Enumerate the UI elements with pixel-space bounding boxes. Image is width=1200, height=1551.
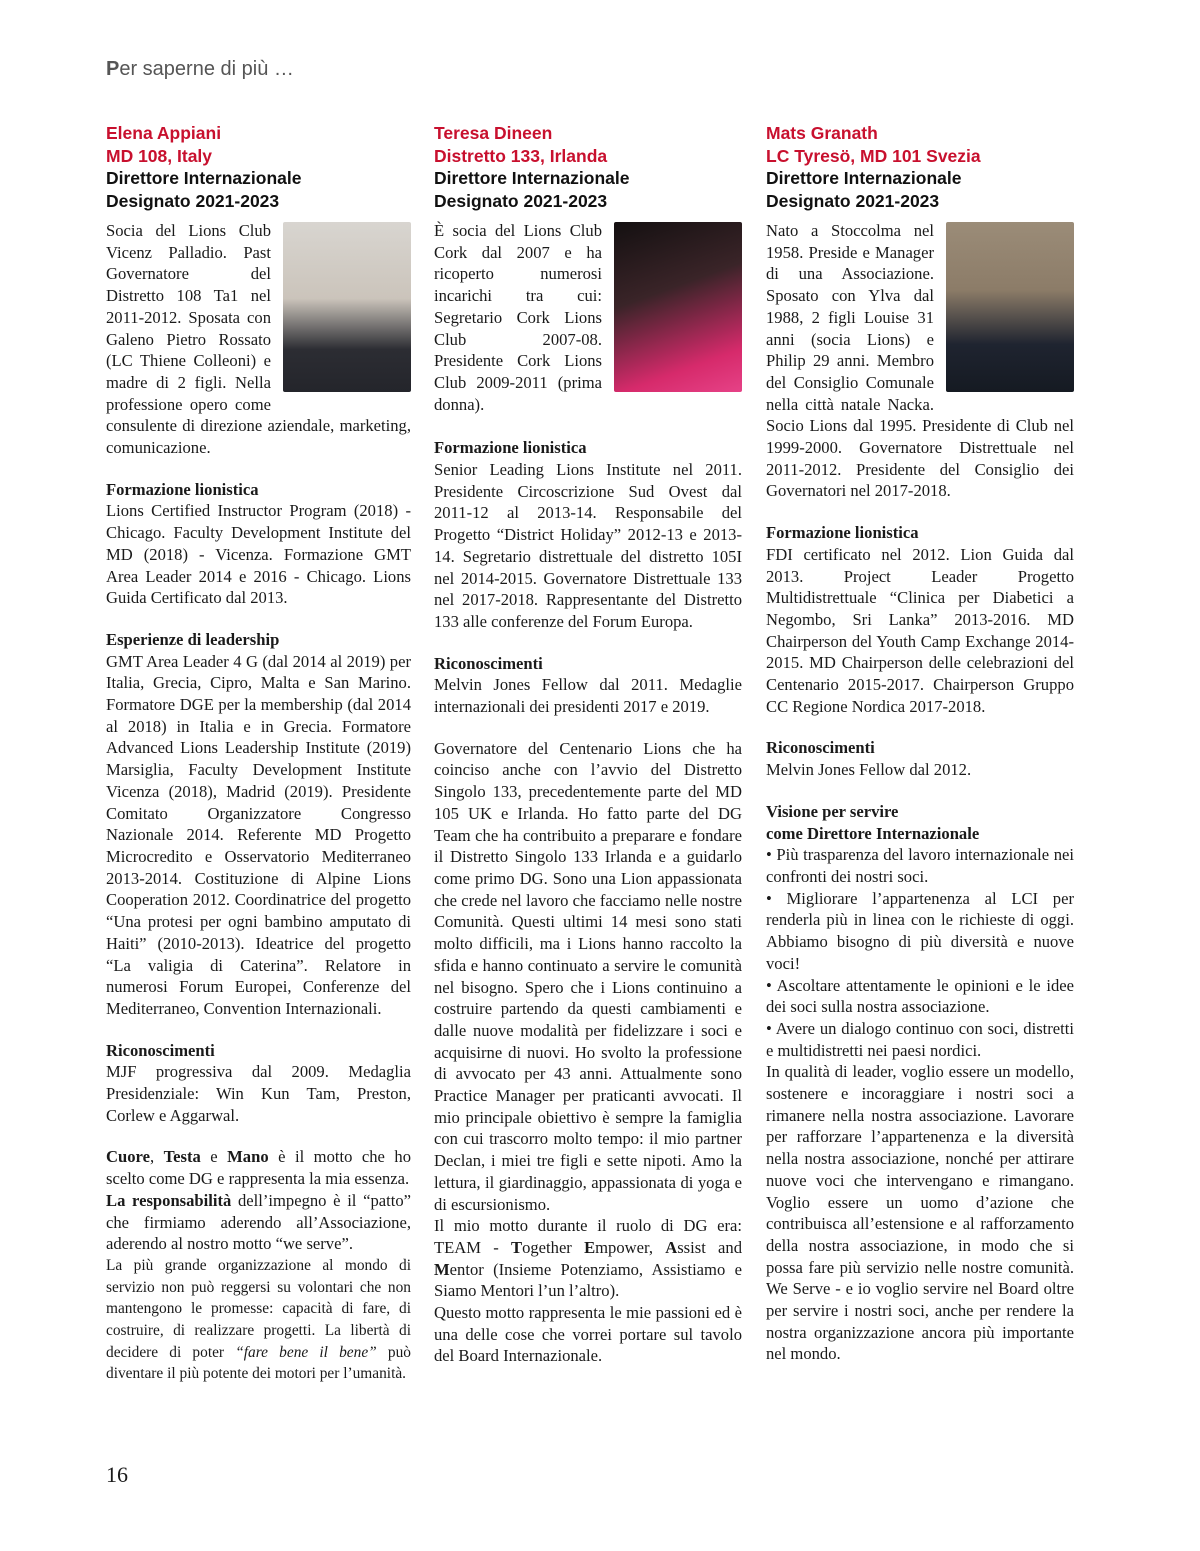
portrait-photo <box>283 222 411 392</box>
motto-word: Mano <box>227 1147 269 1167</box>
motto-text: Il mio motto durante il ruolo di DG era: TEAM - <box>434 1216 742 1257</box>
profile-header <box>434 122 742 212</box>
acronym-letter: A <box>665 1237 678 1257</box>
profile-body <box>106 220 411 1385</box>
section-heading: Formazione lionistica <box>106 479 259 499</box>
responsibility-term: La responsabilità <box>106 1190 232 1210</box>
vision-bullet: • Più trasparenza del lavoro internazionale nei confronti dei nostri soci. <box>766 845 1074 886</box>
motto-word: Testa <box>163 1147 201 1167</box>
section-heading: Visione per servire <box>766 801 899 821</box>
kicker-initial: P <box>106 58 120 80</box>
profile-column-appiani <box>106 122 411 1385</box>
acronym-letter: M <box>434 1259 450 1279</box>
section-text: GMT Area Leader 4 G (dal 2014 al 2019) per Italia, Grecia, Cipro, Malta e San Marino. Formatore DGE per la membership (dal 2014 al 2018) in Italia e in Grecia. Formatore Advanced Lions Leadership Institute (2019) Marsiglia, Faculty Development Institute Vicenza (2018), Madrid (2019). Presidente Comitato Organizzatore Congresso Nazionale 2014. Referente MD Progetto Microcredito e Osservatorio Mediterraneo 2013-2014. Costituzione di Alpine Lions Cooperation 2012. Coordinatrice del progetto “Una protesi per ogni bambino amputato di Haiti” (2010-2013). Ideatrice del progetto “La valigia di Caterina”. Relatore in numerosi Forum Europei, Conferenze del Mediterraneo, Convention Internazionali. <box>106 651 411 1018</box>
vision-bullet: • Ascoltare attentamente le opinioni e le idee dei soci sulla nostra associazione. <box>766 975 1074 1017</box>
profile-role: Direttore Internazionale <box>434 168 630 188</box>
profile-term: Designato 2021-2023 <box>766 190 940 211</box>
closing-quote: “fare bene il bene” <box>235 1343 377 1361</box>
motto-text: mpower, <box>595 1237 666 1257</box>
section-text: Senior Leading Lions Institute nel 2011. Presidente Circoscrizione Sud Ovest dal 2011-12 al 2013-14. Responsabile del Progetto “District Holiday” 2012-13 e 2013-14. Segretario distrettuale del distretto 105I nel 2014-2015. Governatore Distrettuale 133 nel 2017-2018. Rappresentante del Distretto 133 alle conferenze del Forum Europa. <box>434 460 742 631</box>
responsibility-paragraph <box>106 1190 411 1255</box>
motto-text: entor (Insieme Potenziamo, Assistiamo e Siamo Mentori l’un l’altro). <box>434 1259 742 1301</box>
motto-sep: , <box>149 1147 164 1167</box>
section-text: Melvin Jones Fellow dal 2012. <box>766 760 972 780</box>
section-heading-cont: come Direttore Internazionale <box>766 823 980 843</box>
profile-header <box>106 122 411 212</box>
motto-sep: e <box>200 1147 228 1167</box>
section-heading: Riconoscimenti <box>106 1040 215 1060</box>
page-number: 16 <box>106 1462 128 1487</box>
section-text: FDI certificato nel 2012. Lion Guida dal 2013. Project Leader Progetto Multidistrettuale “Clinica per Diabetici a Negombo, Sri Lanka” 2013-2016. MD Chairperson del Youth Camp Exchange 2014-2015. MD Chairperson delle celebrazioni del Centenario 2015-2017. Chairperson Gruppo CC Regione Nordica 2017-2018. <box>766 544 1074 716</box>
motto-word: Cuore <box>106 1147 150 1167</box>
profile-role: Direttore Internazionale <box>106 168 302 188</box>
motto-text: ogether <box>522 1237 585 1257</box>
section-kicker <box>106 58 294 81</box>
vision-bullet: • Migliorare l’appartenenza al LCI per renderla più in linea con le richieste di oggi. Abbiamo bisogno di più diversità e nuove voci! <box>766 888 1074 973</box>
profile-column-dineen <box>434 122 742 1367</box>
section-text: MJF progressiva dal 2009. Medaglia Presidenziale: Win Kun Tam, Preston, Corlew e Aggarwal. <box>106 1062 411 1125</box>
profile-district: LC Tyresö, MD 101 Svezia <box>766 145 981 166</box>
profile-name: Teresa Dineen <box>434 123 553 143</box>
closing-text: può diventare il più potente dei motori per l’umanità. <box>106 1343 411 1383</box>
section-heading: Formazione lionistica <box>434 438 587 458</box>
motto-text: è il motto che ho scelto come DG e rappresenta la mia essenza. <box>106 1147 411 1189</box>
profile-body <box>434 220 742 1367</box>
motto-paragraph <box>106 1146 411 1189</box>
section-heading: Riconoscimenti <box>766 738 875 758</box>
portrait-photo <box>946 222 1074 392</box>
closing-paragraph <box>106 1255 411 1385</box>
profile-column-granath <box>766 122 1074 1365</box>
motto-text: ssist and <box>677 1237 742 1257</box>
closing-text: La più grande organizzazione al mondo di servizio non può reggersi su volontari che non mantengono le promesse: capacità di fare, di costruire, di realizzare progetti. La libertà di decidere di poter <box>106 1256 411 1361</box>
motto-paragraph <box>434 1215 742 1302</box>
section-heading: Formazione lionistica <box>766 523 919 543</box>
responsibility-text: dell’impegno è il “patto” che firmiamo aderendo all’Associazione, aderendo al nostro motto “we serve”. <box>106 1190 411 1254</box>
intro-paragraph: È socia del Lions Club Cork dal 2007 e ha ricoperto numerosi incarichi tra cui: Segretario Cork Lions Club 2007-08. Presidente Cork Lions Club 2009-2011 (prima donna). <box>434 221 602 414</box>
profile-term: Designato 2021-2023 <box>106 190 280 211</box>
profile-district: MD 108, Italy <box>106 145 213 166</box>
profile-name: Elena Appiani <box>106 123 222 143</box>
closing-paragraph: In qualità di leader, voglio essere un modello, sostenere e incoraggiare i nostri soci a rimanere nella nostra associazione. Lavorare per rafforzare l’appartenenza e la diversità nella nostra associazione, nonché per attirare nuove voci che intervengano e rimangano. Voglio essere un uomo d’azione che contribuisca all’estensione e al rafforzamento della nostra associazione, in modo che si possa fare più servizio nelle nostre comunità. We Serve - e io voglio servire nel Board oltre per servire i nostri soci, anche per rendere la nostra organizzazione ancora più importante nel mondo. <box>766 1062 1074 1364</box>
profile-name: Mats Granath <box>766 123 878 143</box>
story-paragraph: Governatore del Centenario Lions che ha coinciso anche con l’avvio del Distretto Singolo 133, precedentemente parte del MD 105 UK e Irlanda. Ho fatto parte del DG Team che ha contribuito a preparare e fondare il Distretto Singolo 133 Irlanda e a guidarlo come primo DG. Sono una Lion appassionata che crede nel lavoro che facciamo nelle nostre Comunità. Questi ultimi 14 mesi sono stati molto difficili, ma i Lions hanno raccolto la sfida e hanno continuato a servire le comunità nel bisogno. Spero che i Lions continuino a costruire partendo da questi cambiamenti e dalle nuove modalità per fidelizzare i soci e acquisirne di nuovi. Ho svolto la professione di avvocato per 43 anni. Attualmente sono Practice Manager per praticanti avvocati. Il mio principale obiettivo è sempre la famiglia con cui trascorro molto tempo: il mio partner Declan, i miei tre figli e sette nipoti. Amo la lettura, il giardinaggio, appassionata di yoga e di escursionismo. <box>434 738 742 1214</box>
portrait-photo <box>614 222 742 392</box>
profile-district: Distretto 133, Irlanda <box>434 145 608 166</box>
profile-role: Direttore Internazionale <box>766 168 962 188</box>
closing-paragraph: Questo motto rappresenta le mie passioni ed è una delle cose che vorrei portare sul tavolo del Board Internazionale. <box>434 1303 742 1366</box>
section-text: Melvin Jones Fellow dal 2011. Medaglie internazionali dei presidenti 2017 e 2019. <box>434 675 742 717</box>
intro-paragraph: Nato a Stoccolma nel 1958. Preside e Manager di una Associazione. Sposato con Ylva dal 1988, 2 figli Louise 31 anni (socia Lions) e Philip 29 anni. Membro del Consiglio Comunale nella città natale Nacka. Socio Lions dal 1995. Presidente di Club nel 1999-2000. Governatore Distrettuale nel 2011-2012. Presidente del Consiglio dei Governatori nel 2017-2018. <box>766 221 1074 501</box>
vision-bullet: • Avere un dialogo continuo con soci, distretti e multidistretti nei paesi nordici. <box>766 1018 1074 1060</box>
acronym-letter: T <box>511 1237 523 1257</box>
intro-paragraph: Socia del Lions Club Vicenz Palladio. Past Governatore del Distretto 108 Ta1 nel 2011-2012. Sposata con Galeno Pietro Rossato (LC Thiene Colleoni) e madre di 2 figli. Nella professione opero come consulente di direzione aziendale, marketing, comunicazione. <box>106 221 411 458</box>
section-heading: Riconoscimenti <box>434 653 543 673</box>
profile-term: Designato 2021-2023 <box>434 190 608 211</box>
profile-header <box>766 122 1074 212</box>
profile-body <box>766 220 1074 1365</box>
section-text: Lions Certified Instructor Program (2018) - Chicago. Faculty Development Institute del MD (2018) - Vicenza. Formazione GMT Area Leader 2014 e 2016 - Chicago. Lions Guida Certificato dal 2013. <box>106 501 411 608</box>
kicker-text: er saperne di più … <box>119 58 294 80</box>
acronym-letter: E <box>584 1237 596 1257</box>
section-heading: Esperienze di leadership <box>106 629 280 649</box>
